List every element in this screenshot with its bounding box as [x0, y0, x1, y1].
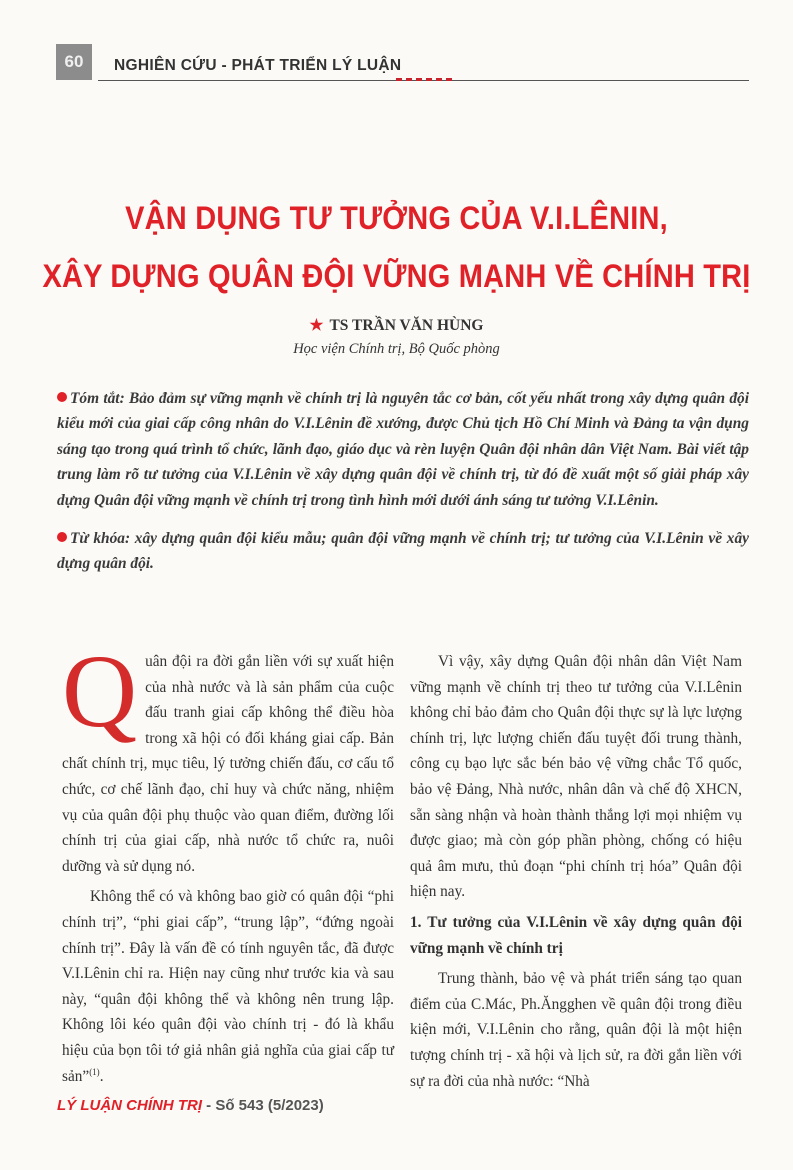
article-body	[62, 634, 750, 1109]
bullet-icon	[57, 392, 67, 402]
abstract-keywords	[57, 526, 749, 577]
page-header	[56, 44, 749, 82]
section-heading: 1. Tư tưởng của V.I.Lênin về xây dựng quân đội vững mạnh về chính trị	[410, 913, 742, 957]
page-footer	[57, 1097, 324, 1114]
article-title	[40, 190, 753, 306]
abstract-keywords-text: Từ khóa: xây dựng quân đội kiểu mẫu; quân đội vững mạnh về chính trị; tư tưởng của V.I.Lênin về xây dựng quân đội.	[57, 530, 749, 573]
author-name: TS TRẦN VĂN HÙNG	[329, 317, 484, 334]
column-left	[62, 634, 394, 1094]
header-rule-accent	[396, 78, 456, 81]
abstract-block	[57, 386, 749, 590]
body-paragraph	[62, 634, 394, 879]
journal-name: LÝ LUẬN CHÍNH TRỊ	[57, 1097, 202, 1114]
author-line	[0, 316, 793, 335]
page-number: 60	[56, 44, 92, 80]
star-icon: ★	[309, 317, 324, 334]
title-line-2: XÂY DỰNG QUÂN ĐỘI VỮNG MẠNH VỀ CHÍNH TRỊ	[42, 259, 751, 296]
section-title: NGHIÊN CỨU - PHÁT TRIỂN LÝ LUẬN	[114, 57, 402, 74]
body-paragraph: Trung thành, bảo vệ và phát triển sáng tạo quan điểm của C.Mác, Ph.Ăngghen về quân đội trong điều kiện mới, V.I.Lênin cho rằng, quân đội là một hiện tượng chính trị - xã hội và lịch sử, ra đời gắn liền với sự ra đời của nhà nước: “Nhà	[410, 970, 742, 1090]
paragraph-text: Không thể có và không bao giờ có quân đội “phi chính trị”, “phi giai cấp”, “trung lập”, “đứng ngoài chính trị”. Đây là vấn đề có tính nguyên tắc, đã được V.I.Lênin chỉ ra. Hiện nay cũng như trước kia và sau này, “quân đội không thể và không nên trung lập. Không lôi kéo quân đội vào chính trị - đó là khẩu hiệu của bọn tôi tớ giả nhân giả nghĩa của giai cấp tư sản”	[62, 888, 394, 1085]
journal-issue: - Số 543 (5/2023)	[202, 1097, 324, 1114]
author-affiliation: Học viện Chính trị, Bộ Quốc phòng	[293, 341, 500, 357]
body-paragraph	[62, 884, 394, 1089]
bullet-icon	[57, 532, 67, 542]
abstract-summary	[57, 386, 749, 513]
body-paragraph: Vì vậy, xây dựng Quân đội nhân dân Việt Nam vững mạnh về chính trị theo tư tưởng của V.I.Lênin không chỉ bảo đảm cho Quân đội thực sự là lực lượng chính trị, lực lượng chiến đấu tuyệt đối trung thành, công cụ bạo lực sắc bén bảo vệ vững chắc Tổ quốc, bảo vệ Đảng, Nhà nước, nhân dân và chế độ XHCN, sẵn sàng nhận và hoàn thành thắng lợi mọi nhiệm vụ được giao; mà còn góp phần phòng, chống có hiệu quả âm mưu, thủ đoạn “phi chính trị hóa” Quân đội hiện nay.	[410, 653, 742, 901]
column-right	[410, 649, 742, 1099]
drop-cap: Q	[62, 634, 138, 749]
abstract-summary-text: Tóm tắt: Bảo đảm sự vững mạnh về chính trị là nguyên tắc cơ bản, cốt yếu nhất trong xây dựng quân đội kiểu mới của giai cấp công nhân do V.I.Lênin đề xướng, được Chủ tịch Hồ Chí Minh và Đảng ta vận dụng sáng tạo trong quá trình tổ chức, lãnh đạo, giáo dục và rèn luyện Quân đội nhân dân Việt Nam. Bài viết tập trung làm rõ tư tưởng của V.I.Lênin về xây dựng quân đội về chính trị, từ đó đề xuất một số giải pháp xây dựng Quân đội vững mạnh về chính trị trong tình hình mới dưới ánh sáng tư tưởng V.I.Lênin.	[57, 390, 749, 509]
title-line-1: VẬN DỤNG TƯ TƯỞNG CỦA V.I.LÊNIN,	[125, 200, 668, 237]
footnote-ref: (1)	[89, 1066, 100, 1077]
paragraph-end: .	[99, 1067, 104, 1085]
paragraph-text: uân đội ra đời gắn liền với sự xuất hiện của nhà nước và là sản phẩm của cuộc đấu tranh giai cấp không thể điều hòa trong xã hội có đối kháng giai cấp. Bản chất chính trị, mục tiêu, lý tưởng chiến đấu, cơ cấu tổ chức, cơ chế lãnh đạo, chỉ huy và chức năng, nhiệm vụ của quân đội phụ thuộc vào quan điểm, đường lối chính trị của giai cấp, nhà nước tổ chức ra, nuôi dưỡng và sử dụng nó.	[62, 653, 394, 875]
